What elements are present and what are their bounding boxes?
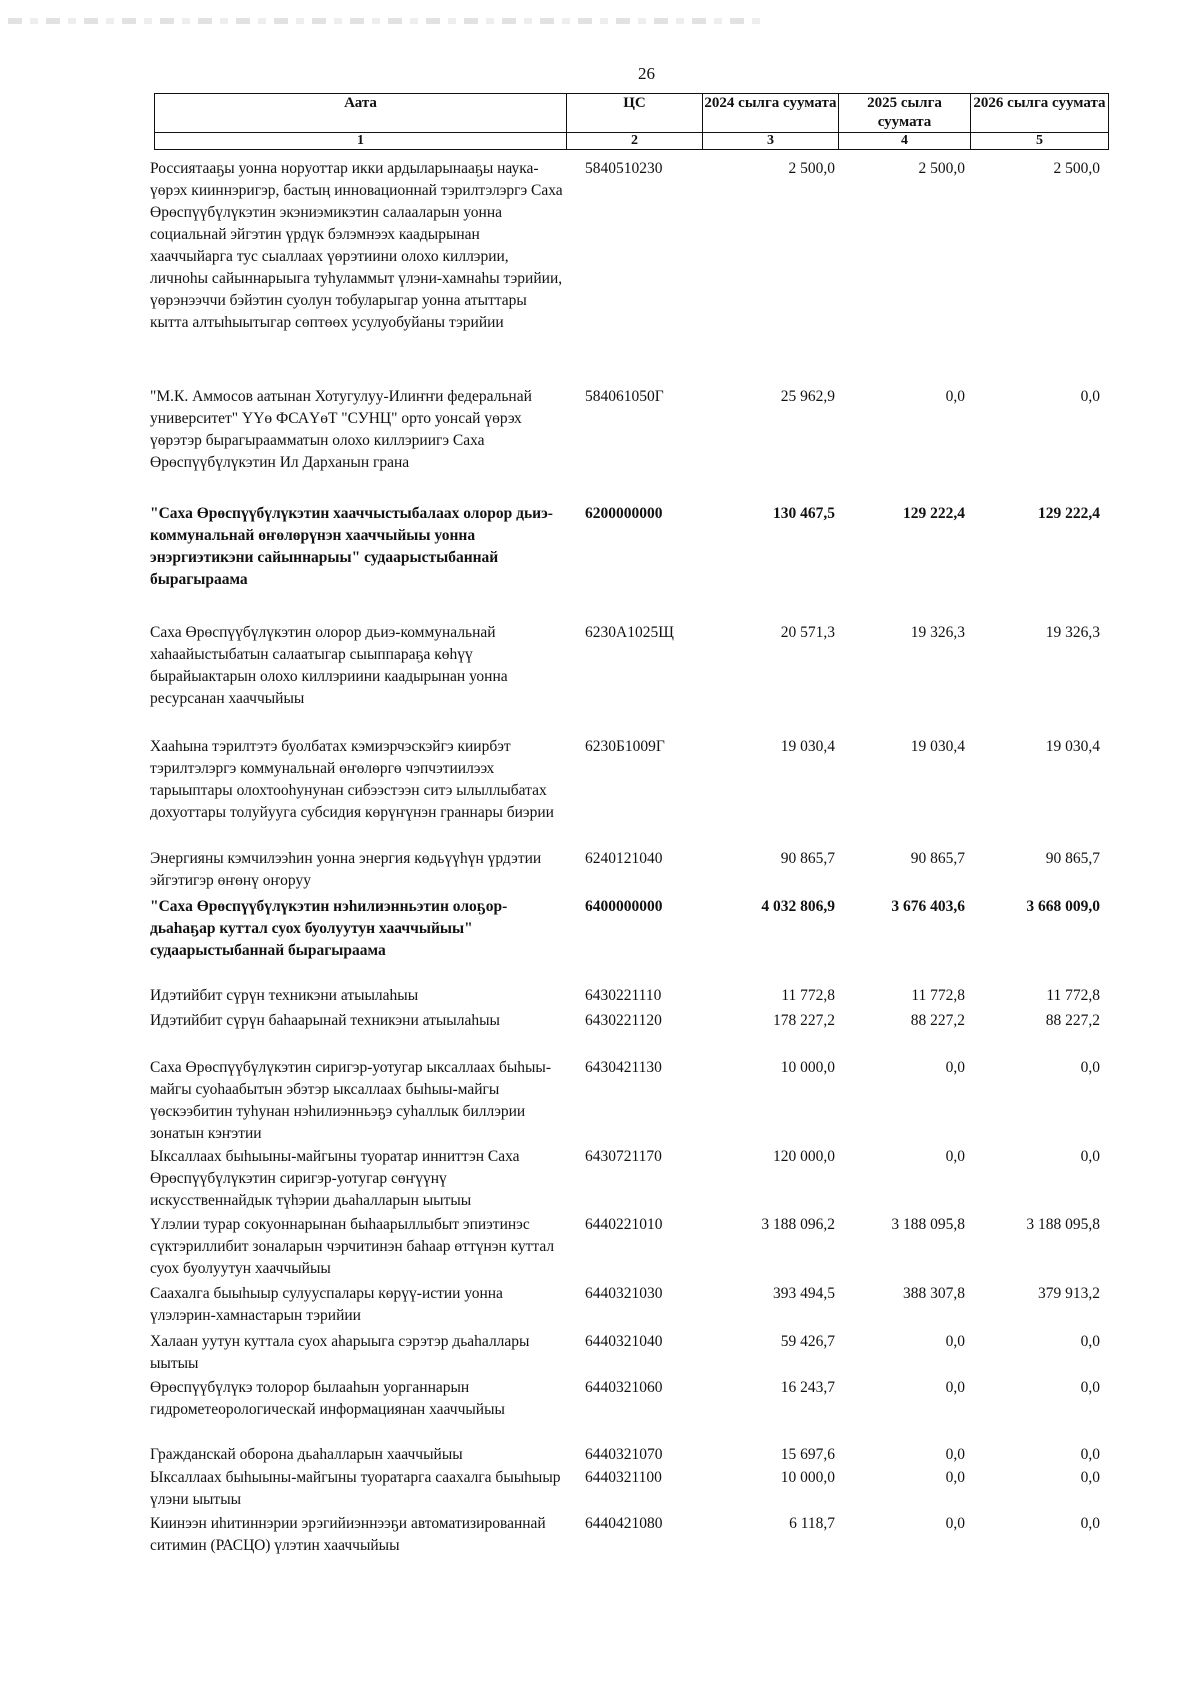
column-number-4: 4 [839,133,971,150]
row-name: Хааһына тэрилтэтэ буолбатах кэмиэрчэскэйгэ киирбэт тэрилтэлэргэ коммунальнай өҥөлөргө чэпчэтиилээх тарыыптары олохтооһунунан сибээстээн ситэ ылыллыбатах дохуоттары толуйууга субсидия көрүҥүнэн граннары биэрии [150,738,554,821]
row-name: Саха Өрөспүүбүлүкэтин олорор дьиэ-коммунальнай хаһаайыстыбатын салаатыгар сыыппараҕа көһүү бырайыактарын олохо киллэриини каадырынан уонна ресурсанан хааччыйыы [150,624,508,707]
row-value-2025: 0,0 [945,1469,965,1486]
row-value-2025: 388 307,8 [903,1285,965,1302]
row-code: 5840510230 [585,160,663,177]
row-code: 6430721170 [585,1148,662,1165]
row-code: 6440321030 [585,1285,663,1302]
row-value-2025: 0,0 [945,1059,965,1076]
row-value-2025: 0,0 [945,388,965,405]
row-name: Халаан уутун куттала суох аһарыыга сэрэтэр дьаһаллары ыытыы [150,1333,530,1372]
row-value-2025: 129 222,4 [903,505,965,522]
row-value-2026: 90 865,7 [1045,850,1100,867]
row-value-2026: 11 772,8 [1046,987,1100,1004]
column-number-3: 3 [703,133,839,150]
row-code: 6440421080 [585,1515,663,1532]
row-value-2024: 10 000,0 [780,1059,835,1076]
row-value-2026: 0,0 [1080,1379,1100,1396]
row-value-2026: 2 500,0 [1053,160,1100,177]
row-code: 6430221120 [585,1012,662,1029]
row-value-2024: 19 030,4 [780,738,835,755]
row-value-2026: 19 030,4 [1045,738,1100,755]
row-value-2024: 20 571,3 [780,624,835,641]
row-value-2025: 2 500,0 [918,160,965,177]
row-code: 6440221010 [585,1216,663,1233]
row-value-2024: 393 494,5 [773,1285,835,1302]
row-name: Саха Өрөспүүбүлүкэтин сиригэр-уотугар ыксаллаах быһыы-майгы суоһаабытын эбэтэр ыксаллаах быһыы-майгы үөскээбитин туһунан нэһилиэнньэҕэ суһаллык биллэрии зонатын кэҥэтии [150,1059,551,1142]
row-value-2026: 0,0 [1080,1059,1100,1076]
row-name: Саахалга быыһыыр сулууспалары көрүү-истии уонна үлэлэрин-хамнастарын тэрийии [150,1285,503,1324]
row-value-2026: 88 227,2 [1045,1012,1100,1029]
row-name: "Саха Өрөспүүбүлүкэтин хааччыстыбалаах олорор дьиэ-коммунальнай өҥөлөрүнэн хааччыйыы уонна энэргиэтикэни сайыннарыы" судаарыстыбаннай бырагыраама [150,505,553,588]
row-name: Идэтийбит сүрүн баһаарынай техникэни атыылаһыы [150,1012,500,1029]
row-value-2026: 379 913,2 [1038,1285,1100,1302]
column-number-row [155,133,1109,150]
row-value-2025: 19 030,4 [910,738,965,755]
row-code: 6240121040 [585,850,663,867]
row-value-2024: 15 697,6 [780,1446,835,1463]
header-2026: 2026 сылга суумата [971,94,1109,133]
row-name: Россиятааҕы уонна норуоттар икки ардыларынааҕы наука-үөрэх кииннэригэр, бастың инновационнай тэрилтэлэргэ Саха Өрөспүүбүлүкэтин экэниэмикэтин салааларын уонна социальнай эйгэтин үрдүк бэлэмнээх каадырынан хааччыйарга тус сыаллаах үөрэтиини олохо киллэрии, личноһы сайыннарыыга туһуламмыт үлэни-хамнаһы тэрийии, үөрэнээччи бэйэтин суолун тобуларыгар уонна атыттары кытта алтыһыытыгар сөптөөх усулуобуйаны тэрийии [150,160,563,331]
row-code: 6430221110 [585,987,662,1004]
row-value-2026: 0,0 [1080,1515,1100,1532]
row-value-2025: 3 188 095,8 [891,1216,965,1233]
row-value-2026: 0,0 [1080,1333,1100,1350]
row-code: 6440321070 [585,1446,663,1463]
column-number-1: 1 [155,133,567,150]
row-value-2024: 2 500,0 [788,160,835,177]
row-value-2024: 6 118,7 [789,1515,835,1532]
row-value-2024: 130 467,5 [773,505,835,522]
row-code: 6400000000 [585,898,663,915]
row-code: 6230Б1009Г [585,738,665,755]
header-2024: 2024 сылга суумата [703,94,839,133]
row-name: Идэтийбит сүрүн техникэни атыылаһыы [150,987,419,1004]
row-code: 6440321100 [585,1469,662,1486]
row-value-2026: 19 326,3 [1045,624,1100,641]
row-value-2025: 11 772,8 [911,987,965,1004]
row-name: Киинээн иһитиннэрии эрэгийиэннээҕи автоматизированнай ситимин (РАСЦО) үлэтин хааччыйыы [150,1515,546,1554]
row-value-2025: 0,0 [945,1379,965,1396]
row-value-2026: 3 188 095,8 [1026,1216,1100,1233]
row-name: Гражданскай оборона дьаһалларын хааччыйыы [150,1446,463,1463]
row-name: Үлэлии турар сокуоннарынан быһаарыллыбыт эпиэтинэс сүктэриллибит зоналарын чэрчитинэн баһаар өттүнэн куттал суох буолуутун хааччыйыы [150,1216,555,1277]
row-code: 6230А1025Щ [585,624,674,641]
row-value-2024: 10 000,0 [780,1469,835,1486]
row-value-2025: 0,0 [945,1148,965,1165]
page-number: 26 [638,64,655,83]
row-value-2025: 19 326,3 [910,624,965,641]
row-value-2024: 11 772,8 [781,987,835,1004]
row-value-2024: 3 188 096,2 [761,1216,835,1233]
row-value-2025: 0,0 [945,1446,965,1463]
row-value-2024: 4 032 806,9 [761,898,835,915]
header-code: ЦС [567,94,703,133]
row-value-2024: 120 000,0 [773,1148,835,1165]
row-code: 6440321060 [585,1379,663,1396]
row-value-2024: 16 243,7 [780,1379,835,1396]
row-value-2026: 0,0 [1080,388,1100,405]
row-value-2026: 129 222,4 [1038,505,1100,522]
row-name: "Саха Өрөспүүбүлүкэтин нэһилиэнньэтин олоҕор-дьаһаҕар куттал суох буолуутун хааччыйыы" судаарыстыбаннай бырагыраама [150,898,508,959]
header-2025: 2025 сылга суумата [839,94,971,133]
row-value-2024: 59 426,7 [780,1333,835,1350]
row-value-2025: 3 676 403,6 [891,898,965,915]
row-value-2025: 90 865,7 [910,850,965,867]
row-value-2025: 88 227,2 [910,1012,965,1029]
row-code: 6430421130 [585,1059,662,1076]
row-value-2026: 0,0 [1080,1469,1100,1486]
row-value-2024: 25 962,9 [780,388,835,405]
scan-artifact [8,18,768,24]
row-value-2025: 0,0 [945,1333,965,1350]
header-row [155,94,1109,133]
row-value-2025: 0,0 [945,1515,965,1532]
header-name: Аата [155,94,567,133]
row-code: 584061050Г [585,388,664,405]
row-name: Өрөспүүбүлүкэ толорор былааһын уорганнарын гидрометеорологическай информациянан хааччыйыы [150,1379,505,1418]
row-code: 6440321040 [585,1333,663,1350]
row-code: 6200000000 [585,505,663,522]
table-header [154,93,1109,150]
row-value-2026: 3 668 009,0 [1026,898,1100,915]
row-name: "М.К. Аммосов аатынан Хотугулуу-Илиҥҥи федеральнай университет" ҮҮө ФСАҮөТ "СУНЦ" орто уонсай үөрэх үөрэтэр бырагыраамматын олохо киллэриигэ Саха Өрөспүүбүлүкэтин Ил Дарханын грана [150,388,532,471]
row-name: Ыксаллаах быһыыны-майгыны туоратарга саахалга быыһыыр үлэни ыытыы [150,1469,561,1508]
row-name: Ыксаллаах быһыыны-майгыны туоратар инниттэн Саха Өрөспүүбүлүкэтин сиригэр-уотугар сөҥүүнү искусственнайдык түһэрии дьаһалларын ыытыы [150,1148,520,1209]
row-value-2026: 0,0 [1080,1446,1100,1463]
row-value-2024: 90 865,7 [780,850,835,867]
row-value-2026: 0,0 [1080,1148,1100,1165]
row-name: Энергияны кэмчилээһин уонна энергия көдьүүһүн үрдэтии эйгэтигэр өҥөнү оҥоруу [150,850,542,889]
column-number-2: 2 [567,133,703,150]
column-number-5: 5 [971,133,1109,150]
row-value-2024: 178 227,2 [773,1012,835,1029]
